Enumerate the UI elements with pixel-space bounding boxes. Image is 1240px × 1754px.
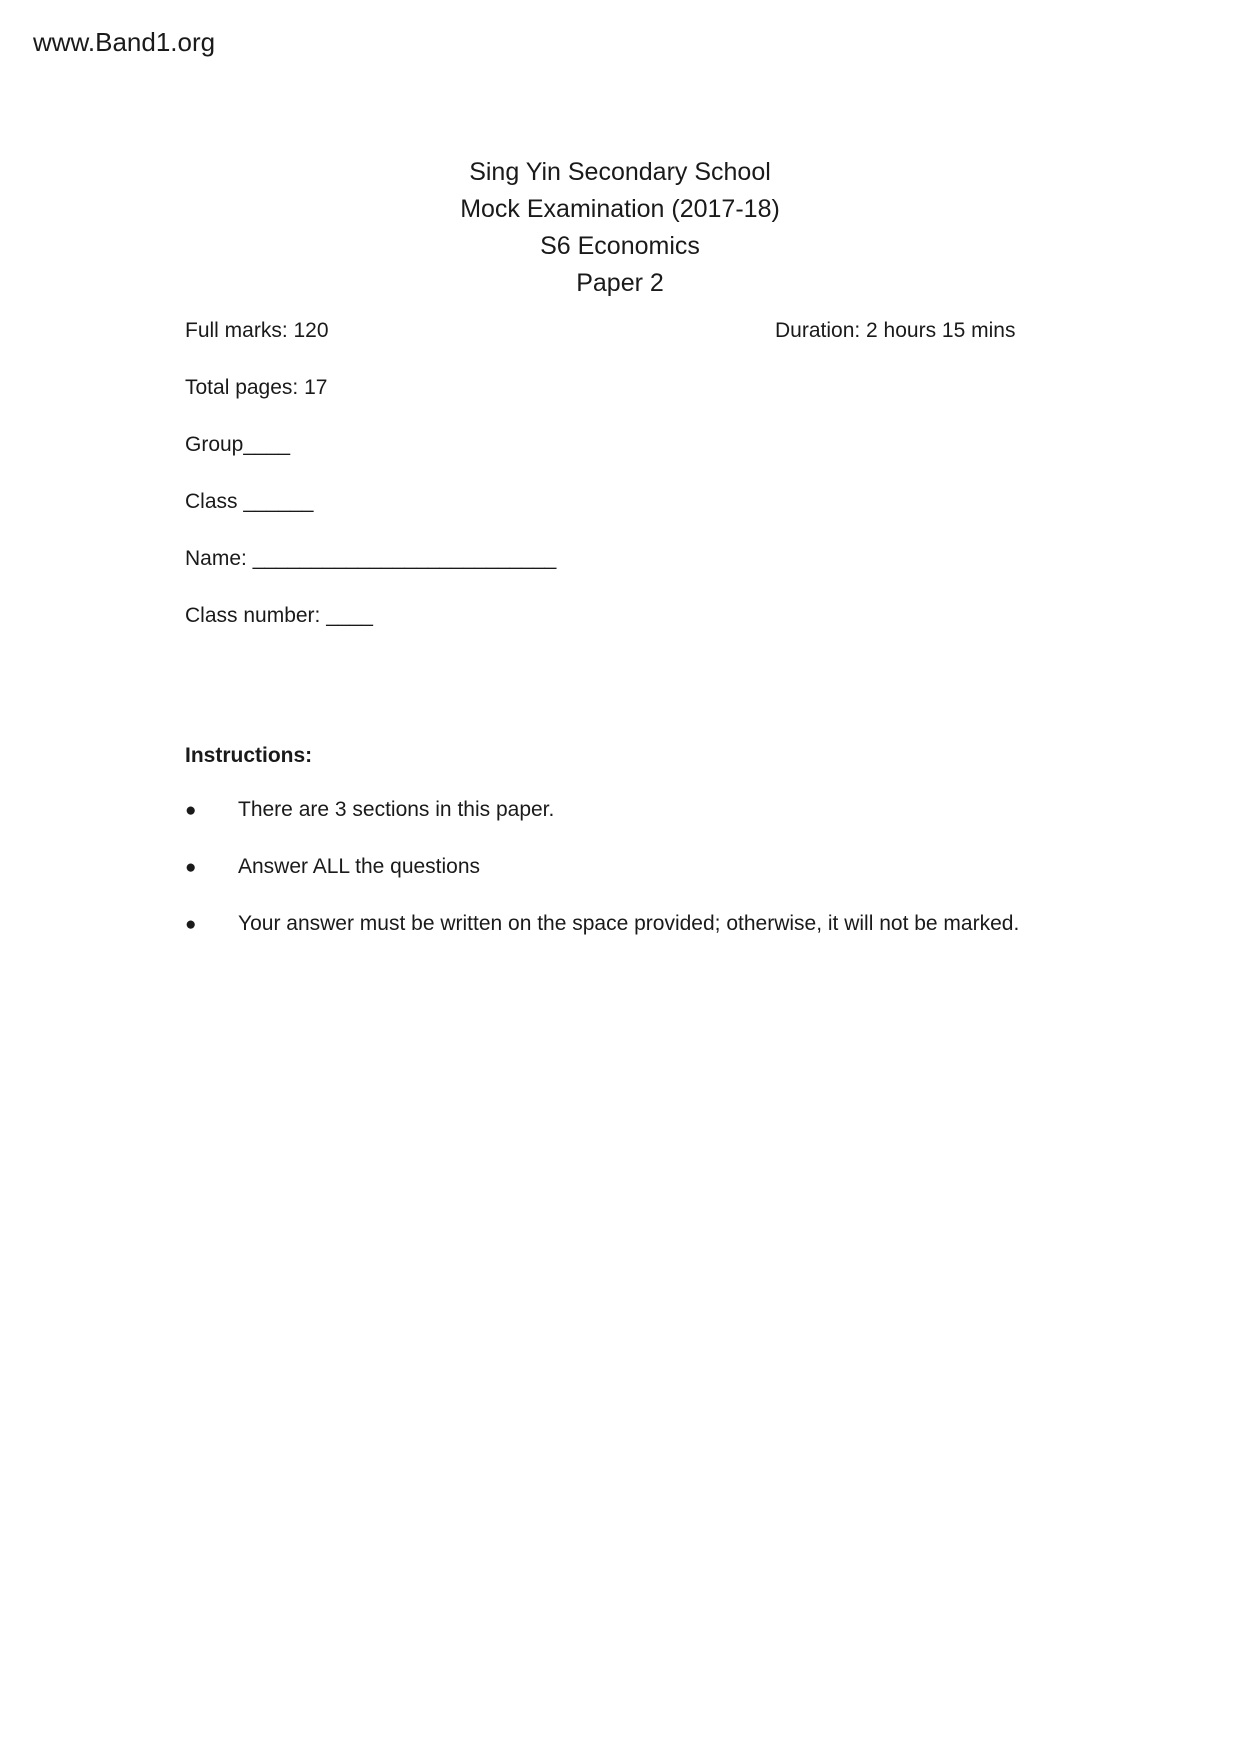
watermark-url: www.Band1.org [33,27,216,57]
instruction-item [185,854,480,881]
name-blank: __________________________ [252,547,557,570]
subject-title: S6 Economics [540,232,700,260]
class-number-field [185,603,373,629]
total-pages-label: Total pages: 17 [185,376,328,399]
exam-title: Mock Examination (2017-18) [460,195,780,223]
name-label: Name: [185,547,253,570]
bullet-icon: ● [185,857,197,878]
class-label: Class [185,490,244,513]
instruction-text: Your answer must be written on the space provided; otherwise, it will not be marked. [238,912,1020,935]
title-block [0,154,1240,302]
name-field [185,546,556,572]
instruction-item [185,911,1019,938]
class-number-blank: ____ [326,604,373,627]
bullet-icon: ● [185,800,197,821]
instruction-text: There are 3 sections in this paper. [238,798,555,821]
group-field [185,432,290,458]
group-label: Group [185,433,244,456]
paper-number: Paper 2 [576,269,664,297]
class-field [185,489,313,515]
bullet-icon: ● [185,914,197,935]
school-name: Sing Yin Secondary School [469,158,771,186]
class-blank: ______ [243,490,314,513]
duration-label: Duration: 2 hours 15 mins [775,319,1016,342]
instruction-item [185,797,554,824]
class-number-label: Class number: [185,604,327,627]
group-blank: ____ [243,433,291,456]
instructions-heading: Instructions: [185,744,313,767]
instruction-text: Answer ALL the questions [238,855,481,878]
full-marks-label: Full marks: 120 [185,319,329,342]
